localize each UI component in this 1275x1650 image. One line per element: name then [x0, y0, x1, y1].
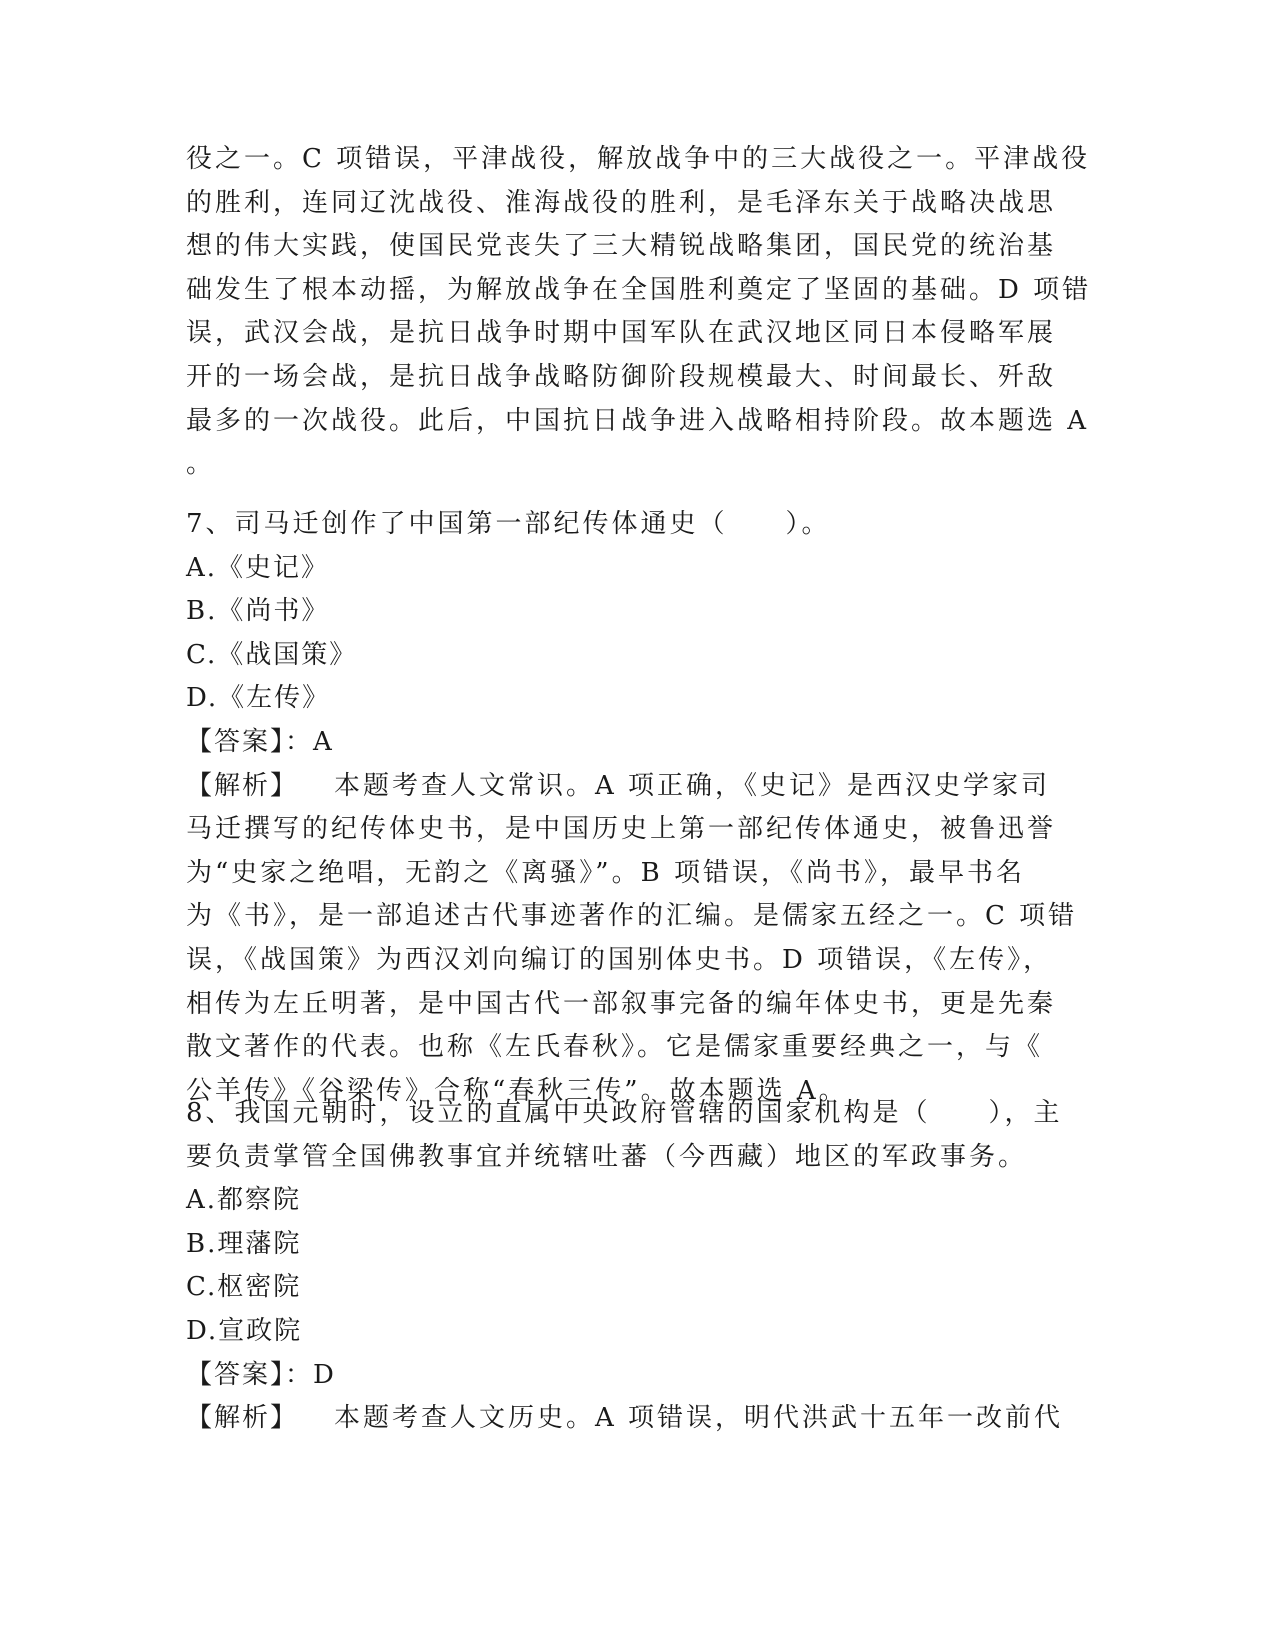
option-d: D.宣政院	[186, 1315, 303, 1346]
answer-label: 【答案】	[186, 726, 286, 757]
question-stem: 7、司马迁创作了中国第一部纪传体通史（ ）。	[186, 509, 831, 539]
answer-value: ：A	[285, 726, 334, 757]
answer-value: ：D	[285, 1359, 336, 1390]
text-line: 。	[186, 449, 216, 480]
analysis	[186, 765, 1086, 1114]
text-line: 最多的一次战役。此后，中国抗日战争进入战略相持阶段。故本题选 A	[186, 405, 1090, 436]
analysis-label: 【解析】	[186, 1403, 299, 1434]
analysis-label: 【解析】	[186, 770, 299, 801]
option-d: D.《左传》	[186, 683, 331, 714]
question-stem	[186, 1092, 1086, 1179]
text-line: 的胜利，连同辽沈战役、淮海战役的胜利，是毛泽东关于战略决战思	[186, 187, 1057, 218]
previous-analysis-continuation	[186, 138, 1092, 487]
text-line: 为《书》，是一部追述古代事迹著作的汇编。是儒家五经之一。C 项错	[186, 901, 1078, 932]
analysis	[186, 1397, 1086, 1441]
text-line: 8、我国元朝时，设立的直属中央政府管辖的国家机构是（ ），主	[186, 1098, 1063, 1128]
option-c: C.《战国策》	[186, 639, 358, 670]
text-line: 要负责掌管全国佛教事宜并统辖吐蕃（今西藏）地区的军政事务。	[186, 1141, 1028, 1172]
text-line: 散文著作的代表。也称《左氏春秋》。它是儒家重要经典之一，与《	[186, 1032, 1044, 1063]
answer-label: 【答案】	[186, 1359, 286, 1390]
question-7	[186, 503, 1086, 1113]
option-a: A.《史记》	[186, 552, 330, 583]
analysis-first-line	[186, 765, 1086, 809]
text-line: 础发生了根本动摇，为解放战争在全国胜利奠定了坚固的基础。D 项错	[186, 274, 1092, 305]
text-line: 本题考查人文历史。A 项错误，明代洪武十五年一改前代	[334, 1403, 1064, 1434]
text-line: 相传为左丘明著，是中国古代一部叙事完备的编年体史书，更是先秦	[186, 988, 1057, 1019]
text-line: 马迁撰写的纪传体史书，是中国历史上第一部纪传体通史，被鲁迅誉	[186, 814, 1057, 845]
option-b: B.《尚书》	[186, 596, 330, 627]
text-line: 误，《战国策》为西汉刘向编订的国别体史书。D 项错误，《左传》，	[186, 944, 1053, 975]
option-c: C.枢密院	[186, 1272, 302, 1303]
text-line: 公羊传》《谷梁传》合称“春秋三传”。故本题选 A。	[186, 1075, 848, 1106]
text-line: 开的一场会战，是抗日战争战略防御阶段规模最大、时间最长、歼敌	[186, 361, 1057, 392]
answer-line	[186, 1354, 1086, 1398]
analysis-first-line	[186, 1397, 1086, 1441]
question-8	[186, 1092, 1086, 1441]
text-line: 本题考查人文常识。A 项正确，《史记》是西汉史学家司	[334, 770, 1051, 801]
text-line: 误，武汉会战，是抗日战争时期中国军队在武汉地区同日本侵略军展	[186, 318, 1057, 349]
option-a: A.都察院	[186, 1185, 302, 1216]
text-line: 役之一。C 项错误，平津战役，解放战争中的三大战役之一。平津战役	[186, 144, 1091, 174]
text-line: 为“史家之绝唱，无韵之《离骚》”。B 项错误，《尚书》，最早书名	[186, 857, 1025, 888]
answer-line	[186, 721, 1086, 765]
option-b: B.理藩院	[186, 1228, 302, 1259]
text-line: 想的伟大实践，使国民党丧失了三大精锐战略集团，国民党的统治基	[186, 231, 1057, 262]
